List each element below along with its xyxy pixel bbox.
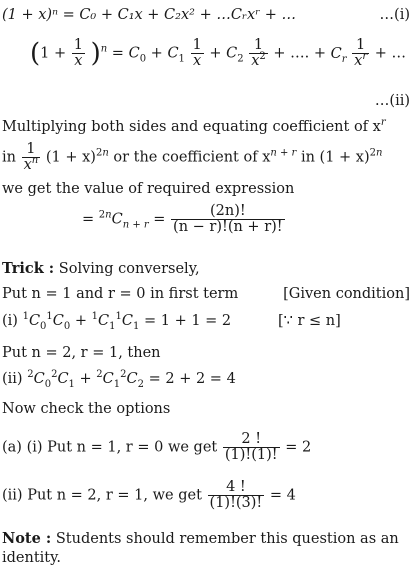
trick-line: Trick : Solving conversely,: [2, 260, 200, 277]
paragraph-line-2: in $\frac{1}{x^n}$ $(1 + x)^{2n}$ or the coefficient of $x^{n + r}$ in $(1 + x)^{2n}$: [2, 141, 383, 173]
equation-1: [2, 6, 296, 24]
check-options-line: Now check the options: [2, 401, 171, 417]
given-condition-note: [Given condition]: [283, 286, 410, 302]
case-i-line: (i) $^1C_0^1C_0 + ^1C_1^1C_1 = 1 + 1 = 2$: [2, 311, 232, 332]
equation-2-tag: …(ii): [374, 93, 410, 109]
option-b-line: (ii) Put n = 2, r = 1, we get $\frac{4 !}{(1)!(3)!}$ = 4: [2, 479, 296, 511]
note-line-1: Note : Students should remember this question as an: [2, 530, 399, 547]
put-line-2: Put n = 2, r = 1, then: [2, 345, 161, 361]
result-formula: = $^{2n}C_{n + r}$ = $\frac{(2n)!}{(n - r)!(n + r)!}$: [82, 203, 283, 235]
option-a-line: (a) (i) Put n = 1, r = 0 we get $\frac{2 !}{(1)!(1)!}$ = 2: [2, 431, 312, 463]
paragraph-line-1: Multiplying both sides and equating coefficient of $x^r$: [2, 117, 386, 135]
equation-2: (1 + $\frac{1}{x}$ )$^n = C_0 + C_1$ $\frac{1}{x}$ + $C_2$ $\frac{1}{x^2}$ + …. + $C_r$ $\frac{1}{x^r}$ + …: [30, 37, 406, 69]
equation-1-text: (1 + x)ⁿ = C₀ + C₁x + C₂x² + …Cᵣxʳ + …: [2, 7, 297, 23]
put-line-1: Put n = 1 and r = 0 in first term: [2, 286, 239, 302]
equation-1-tag: …(i): [379, 7, 410, 23]
trick-label: Trick :: [2, 260, 55, 277]
paragraph-line-3: we get the value of required expression: [2, 181, 295, 197]
case-i-note: [∵ r ≤ n]: [278, 313, 341, 329]
case-ii-line: (ii) $^2C_0^2C_1 + ^2C_1^2C_2 = 2 + 2 = 4$: [2, 369, 236, 390]
fraction-1-over-x: $\frac{1}{x}$: [73, 37, 83, 69]
note-label: Note :: [2, 530, 52, 547]
note-line-2: identity.: [2, 550, 62, 566]
